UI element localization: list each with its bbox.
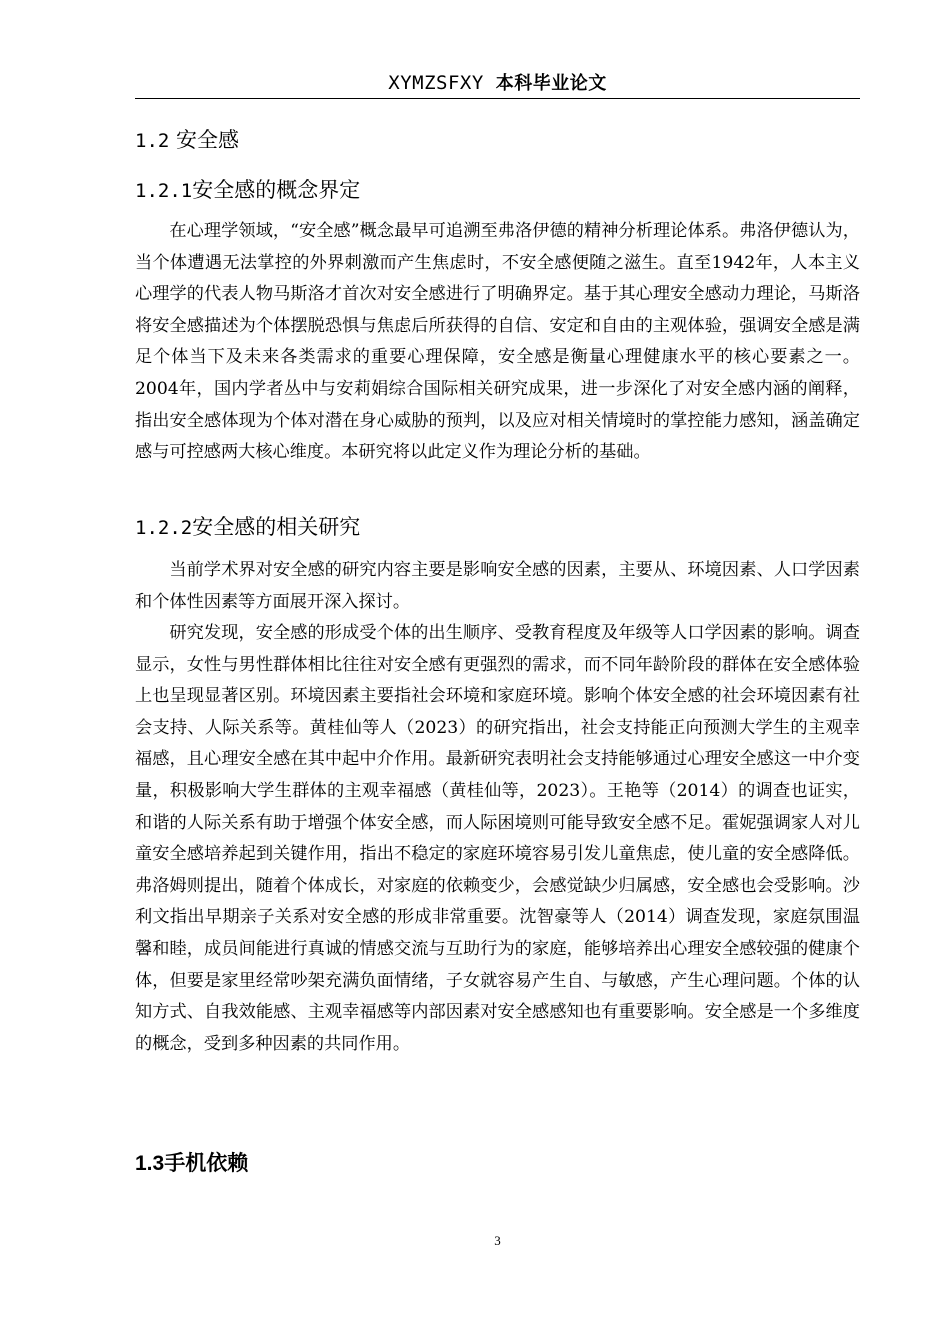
- paragraph-research-findings: 研究发现，安全感的形成受个体的出生顺序、受教育程度及年级等人口学因素的影响。调查显示，女性与男性群体相比往往对安全感有更强烈的需求，而不同年龄阶段的群体在安全感体验上也呈现显著区别。环境因素主要指社会环境和家庭环境。影响个体安全感的社会环境因素有社会支持、人际关系等。黄桂仙等人（2023）的研究指出，社会支持能正向预测大学生的主观幸福感，且心理安全感在其中起中介作用。最新研究表明社会支持能够通过心理安全感这一中介变量，积极影响大学生群体的主观幸福感（黄桂仙等，2023）。王艳等（2014）的调查也证实，和谐的人际关系有助于增强个体安全感，而人际困境则可能导致安全感不足。霍妮强调家人对儿童安全感培养起到关键作用，指出不稳定的家庭环境容易引发儿童焦虑，使儿童的安全感降低。弗洛姆则提出，随着个体成长，对家庭的依赖变少，会感觉缺少归属感，安全感也会受影响。沙利文指出早期亲子关系对安全感的形成非常重要。沈智豪等人（2014）调查发现，家庭氛围温馨和睦，成员间能进行真诚的情感交流与互助行为的家庭，能够培养出心理安全感较强的健康个体，但要是家里经常吵架充满负面情绪，子女就容易产生自、与敏感，产生心理问题。个体的认知方式、自我效能感、主观幸福感等内部因素对安全感感知也有重要影响。安全感是一个多维度的概念，受到多种因素的共同作用。: [135, 623, 860, 1054]
- section-title: 安全感的相关研究: [192, 515, 361, 539]
- paragraph-concept-definition: 在心理学领域，“安全感”概念最早可追溯至弗洛伊德的精神分析理论体系。弗洛伊德认为，当个体遭遇无法掌控的外界刺激而产生焦虑时，不安全感便随之滋生。直至1942年，人本主义心理学的代表人物马斯洛才首次对安全感进行了明确界定。基于其心理安全感动力理论，马斯洛将安全感描述为个体摆脱恐惧与焦虑后所获得的自信、安定和自由的主观体验，强调安全感是满足个体当下及未来各类需求的重要心理保障，安全感是衡量心理健康水平的核心要素之一。2004年，国内学者丛中与安莉娟综合国际相关研究成果，进一步深化了对安全感内涵的阐释，指出安全感体现为个体对潜在身心威胁的预判，以及应对相关情境时的掌控能力感知，涵盖确定感与可控感两大核心维度。本研究将以此定义作为理论分析的基础。: [135, 221, 860, 463]
- section-title: 安全感的概念界定: [192, 178, 361, 202]
- section-heading-1-2-1: [135, 175, 360, 206]
- running-header: [135, 70, 860, 97]
- paragraph-research-overview: 当前学术界对安全感的研究内容主要是影响安全感的因素，主要从、环境因素、人口学因素和个体性因素等方面展开深入探讨。: [135, 560, 860, 612]
- header-chinese-text: 本科毕业论文: [495, 73, 607, 94]
- section-heading-1-2: [135, 125, 239, 156]
- section-title: 安全感: [176, 128, 240, 152]
- page-number: 3: [494, 1233, 501, 1248]
- header-rule: [135, 98, 860, 99]
- header-latin-text: XYMZSFXY: [388, 72, 484, 94]
- section-heading-1-2-2: [135, 512, 360, 543]
- section-number: 1.2: [135, 130, 170, 152]
- section-title: 手机依赖: [164, 1151, 249, 1175]
- section-number: 1.2.2: [135, 517, 193, 539]
- section-number: 1.2.1: [135, 180, 193, 202]
- section-heading-1-3: [135, 1148, 248, 1179]
- section-number: 1.3: [135, 1152, 165, 1175]
